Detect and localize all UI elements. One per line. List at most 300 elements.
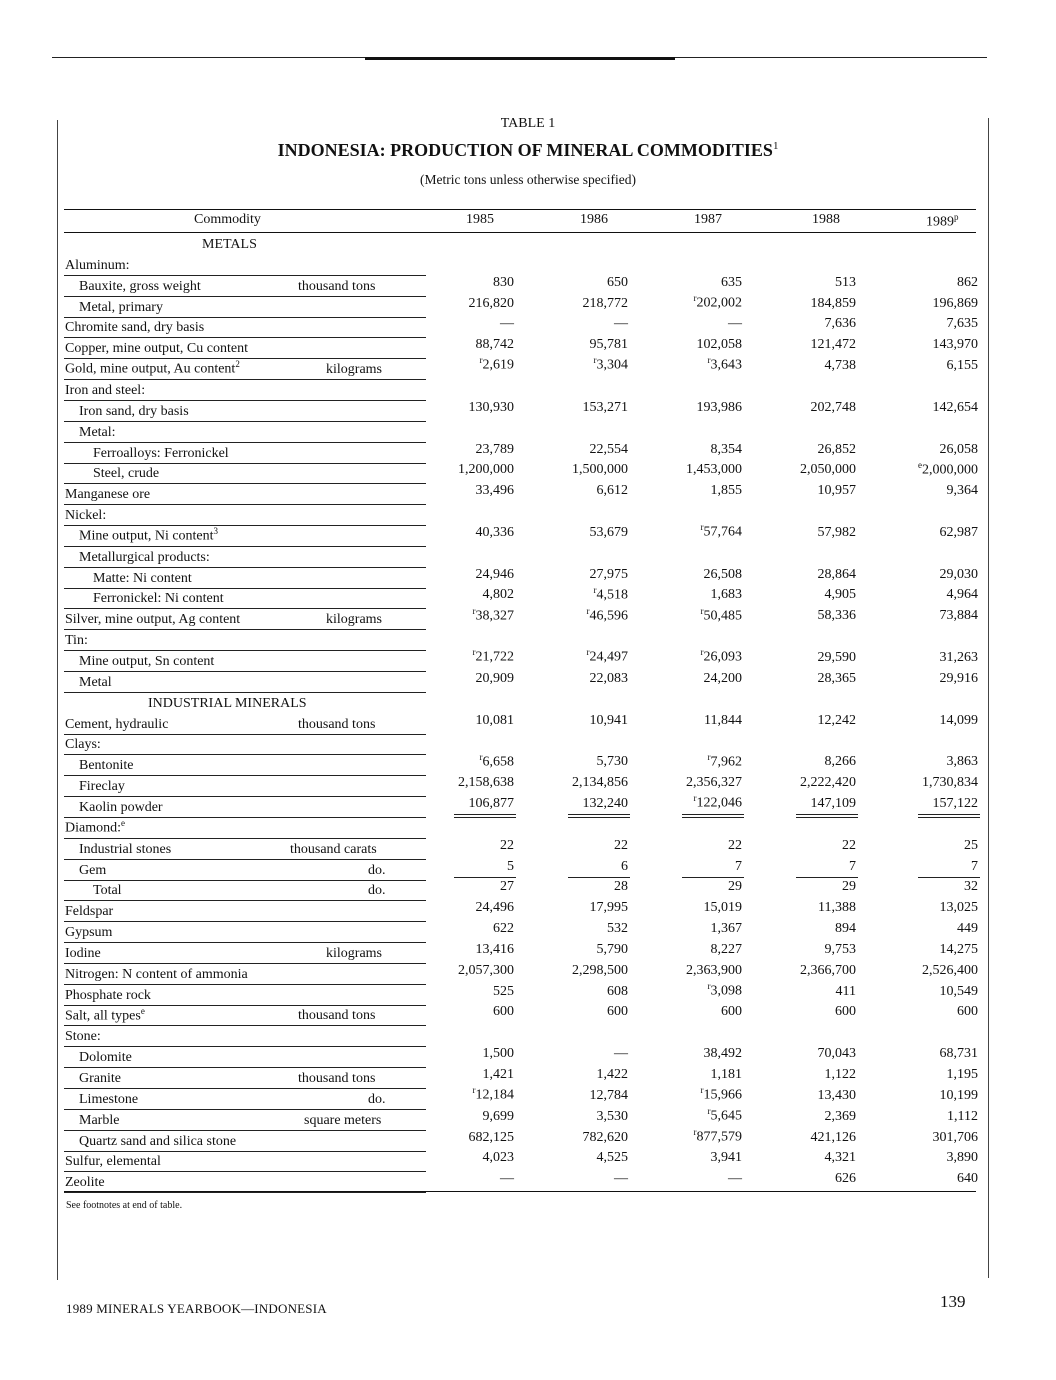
row-rule (64, 1192, 426, 1193)
value-cell-1986: $^r$3,304 (593, 355, 628, 374)
value-cell-1985: 682,125 (468, 1129, 514, 1145)
value-cell-1985: $^r$6,658 (479, 751, 514, 770)
value-cell-1989: 31,263 (939, 650, 978, 665)
header-year-1987: 1987 (694, 212, 722, 227)
table-row (64, 355, 978, 380)
value-cell-1989: 862 (957, 274, 978, 290)
sum-underline (682, 814, 744, 815)
value-cell-1985: 216,820 (468, 295, 514, 311)
value-cell-1988: 202,748 (810, 399, 856, 415)
table-row (64, 276, 976, 297)
table-row (64, 630, 976, 651)
table-row (64, 317, 976, 338)
table-row (64, 647, 978, 672)
value-cell-1985: 622 (493, 921, 514, 937)
value-cell-1988: 184,859 (810, 295, 856, 311)
table-row (64, 401, 976, 422)
commodity-label: Nitrogen: N content of ammonia (65, 966, 248, 982)
value-cell-1985: $^r$21,722 (472, 647, 514, 665)
value-cell-1986: 2,134,856 (572, 775, 628, 791)
unit-label: thousand carats (290, 841, 377, 857)
value-cell-1987: $^r$7,962 (707, 751, 742, 770)
table-row (64, 901, 976, 922)
value-cell-1986: 532 (607, 921, 628, 937)
value-cell-1989: 9,364 (946, 483, 978, 499)
commodity-label: Zeolite (65, 1175, 105, 1191)
value-cell-1986: 28 (614, 879, 628, 895)
value-cell-1985: 4,023 (482, 1150, 514, 1166)
commodity-label: Nickel: (65, 508, 107, 524)
value-cell-1986: 5,790 (596, 941, 628, 957)
commodity-label: Diamond:$^e$ (65, 818, 125, 836)
commodity-label: Copper, mine output, Cu content (65, 341, 248, 357)
unit-label: kilograms (326, 612, 382, 628)
table-row (64, 1005, 976, 1026)
value-cell-1985: 40,336 (475, 524, 514, 540)
commodity-label: Bentonite (79, 758, 134, 774)
commodity-label: Manganese ore (65, 487, 151, 503)
value-cell-1987: 1,453,000 (686, 462, 742, 478)
value-cell-1985: $^r$12,184 (472, 1085, 514, 1103)
commodity-label: Industrial stones (79, 841, 172, 857)
value-cell-1988: 4,321 (824, 1150, 856, 1166)
value-cell-1986: 6,612 (596, 483, 628, 499)
commodity-label: Iron sand, dry basis (79, 403, 189, 419)
value-cell-1989: 1,730,834 (922, 775, 978, 791)
table-row (64, 672, 976, 693)
value-cell-1985: 525 (493, 983, 514, 999)
value-cell-1989: 640 (957, 1171, 978, 1187)
value-cell-1989: 7 (971, 858, 978, 874)
commodity-label: Sulfur, elemental (65, 1154, 161, 1170)
sum-underline (796, 877, 858, 878)
header-commodity: Commodity (194, 212, 261, 227)
commodity-label: Metallurgical products: (79, 549, 210, 565)
value-cell-1987: 22 (728, 837, 742, 853)
value-cell-1986: 5,730 (596, 754, 628, 770)
value-cell-1988: 7 (849, 858, 856, 874)
commodity-label: Quartz sand and silica stone (79, 1133, 237, 1149)
unit-label: kilograms (326, 362, 382, 378)
commodity-label: Metal, primary (79, 299, 163, 315)
value-cell-1987: 2,356,327 (686, 775, 742, 791)
value-cell-1987: 8,354 (710, 441, 742, 457)
value-cell-1987: $^r$50,485 (700, 605, 742, 624)
value-cell-1987: 600 (721, 1004, 742, 1020)
value-cell-1989: 2,526,400 (922, 962, 978, 978)
value-cell-1988: 513 (835, 274, 856, 290)
value-cell-1986: 218,772 (582, 295, 628, 311)
table-subtitle: (Metric tons unless otherwise specified) (420, 172, 636, 187)
table-row (64, 1026, 976, 1047)
sum-underline (796, 814, 858, 815)
sum-underline (568, 877, 630, 878)
table-row (64, 1085, 978, 1110)
table-row (64, 255, 976, 276)
commodity-label: Dolomite (79, 1050, 132, 1066)
value-cell-1988: 4,738 (824, 358, 856, 374)
value-cell-1988: 2,366,700 (800, 962, 856, 978)
commodity-label: Salt, all types$^e$ (65, 1005, 145, 1024)
value-cell-1988: 626 (835, 1171, 856, 1187)
value-cell-1985: 88,742 (475, 337, 514, 353)
value-cell-1989: 29,030 (939, 566, 978, 582)
value-cell-1988: 7,636 (824, 316, 856, 332)
value-cell-1987: 8,227 (710, 941, 742, 957)
value-cell-1985: 33,496 (475, 483, 514, 499)
value-cell-1988: 12,242 (817, 712, 856, 728)
value-cell-1988: 29 (842, 879, 856, 895)
value-cell-1988: 58,336 (817, 608, 856, 624)
value-cell-1987: 193,986 (696, 399, 742, 415)
value-cell-1985: 1,500 (482, 1046, 514, 1062)
sum-underline (454, 877, 516, 878)
value-cell-1985: 5 (507, 858, 514, 874)
commodity-label: Iodine (65, 945, 101, 961)
header-year-1989: 1989$^p$ (926, 212, 959, 230)
header-bottom-rule (64, 232, 976, 233)
table-row (64, 568, 976, 589)
section-heading (64, 234, 976, 255)
value-cell-1989: 62,987 (939, 524, 978, 540)
commodity-label: Silver, mine output, Ag content (65, 612, 241, 628)
value-cell-1989: 301,706 (932, 1129, 978, 1145)
value-cell-1985: 2,158,638 (458, 775, 514, 791)
value-cell-1985: 22 (500, 837, 514, 853)
commodity-label: Cement, hydraulic (65, 716, 169, 732)
value-cell-1987: — (728, 1171, 742, 1187)
running-footer: 1989 MINERALS YEARBOOK—INDONESIA (66, 1301, 327, 1316)
table-row (64, 922, 976, 943)
value-cell-1988: 29,590 (817, 650, 856, 665)
value-cell-1988: 2,222,420 (800, 775, 856, 791)
table-title: INDONESIA: PRODUCTION OF MINERAL COMMODITIES$^1$ (277, 140, 779, 160)
value-cell-1987: 24,200 (703, 670, 742, 686)
value-cell-1987: $^r$5,645 (707, 1106, 742, 1124)
value-cell-1987: $^r$3,098 (707, 980, 742, 999)
value-cell-1988: 121,472 (810, 337, 856, 353)
commodity-label: Kaolin powder (79, 799, 163, 815)
value-cell-1989: 449 (957, 921, 978, 937)
value-cell-1989: 196,869 (932, 295, 978, 311)
table-row (64, 793, 978, 818)
value-cell-1987: 38,492 (703, 1046, 742, 1062)
value-cell-1988: 26,852 (817, 441, 856, 457)
commodity-label: Marble (79, 1112, 120, 1128)
value-cell-1985: — (500, 1171, 514, 1187)
table-row (64, 1151, 976, 1172)
value-cell-1987: $^r$26,093 (700, 647, 742, 665)
value-cell-1986: — (614, 1046, 628, 1062)
value-cell-1988: 22 (842, 837, 856, 853)
unit-label: thousand tons (298, 1008, 376, 1024)
value-cell-1988: 9,753 (824, 941, 856, 957)
section-heading (64, 693, 976, 714)
value-cell-1985: 23,789 (475, 441, 514, 457)
commodity-label: Fireclay (79, 779, 125, 795)
unit-label: do. (368, 862, 386, 878)
table-row (64, 943, 976, 964)
value-cell-1987: 7 (735, 858, 742, 874)
value-cell-1986: 53,679 (589, 524, 628, 540)
value-cell-1987: 26,508 (703, 566, 742, 582)
value-cell-1986: 22 (614, 837, 628, 853)
unit-label: kilograms (326, 945, 382, 961)
value-cell-1988: 13,430 (817, 1087, 856, 1103)
sum-underline (682, 877, 744, 878)
table-row (64, 751, 978, 776)
value-cell-1985: 4,802 (482, 587, 514, 603)
table-row (64, 1047, 976, 1068)
value-cell-1989: 32 (964, 879, 978, 895)
value-cell-1986: 17,995 (589, 900, 628, 916)
value-cell-1989: 4,964 (946, 587, 978, 603)
commodity-label: Steel, crude (93, 466, 160, 482)
value-cell-1986: 132,240 (582, 795, 628, 811)
value-cell-1987: 102,058 (696, 337, 742, 353)
table-row (64, 964, 976, 985)
commodity-label: Gypsum (65, 925, 113, 941)
value-cell-1989: 26,058 (939, 441, 978, 457)
value-cell-1985: 2,057,300 (458, 962, 514, 978)
table-row (64, 459, 978, 484)
table-row (64, 1106, 978, 1131)
value-cell-1988: 894 (835, 921, 856, 937)
value-cell-1985: $^r$2,619 (479, 355, 514, 374)
value-cell-1986: $^r$4,518 (593, 584, 628, 603)
table-row (64, 734, 976, 755)
commodity-label: Phosphate rock (65, 987, 151, 1003)
value-cell-1989: 10,549 (939, 983, 978, 999)
value-cell-1988: 70,043 (817, 1046, 856, 1062)
table-row (64, 505, 976, 526)
value-cell-1988: 57,982 (817, 524, 856, 540)
table-row (64, 292, 978, 318)
value-cell-1989: 142,654 (932, 399, 978, 415)
value-cell-1986: 4,525 (596, 1150, 628, 1166)
commodity-label: Stone: (65, 1029, 101, 1045)
sum-underline (454, 814, 516, 815)
value-cell-1989: 3,890 (946, 1150, 978, 1166)
value-cell-1985: 27 (500, 879, 514, 895)
section-label: INDUSTRIAL MINERALS (148, 695, 307, 711)
value-cell-1989: 3,863 (946, 754, 978, 770)
value-cell-1989: 14,275 (939, 941, 978, 957)
commodity-label: Gem (79, 862, 107, 878)
value-cell-1987: 15,019 (703, 900, 742, 916)
value-cell-1986: 153,271 (582, 399, 628, 415)
table-row (64, 422, 976, 443)
header-year-1988: 1988 (812, 212, 840, 227)
value-cell-1987: 2,363,900 (686, 962, 742, 978)
value-cell-1989: 157,122 (932, 795, 978, 811)
table-row (64, 839, 976, 860)
commodity-label: Granite (79, 1071, 121, 1086)
value-cell-1987: 1,683 (710, 587, 742, 603)
table-row (64, 605, 978, 630)
value-cell-1986: 608 (607, 983, 628, 999)
table-row (64, 547, 976, 568)
value-cell-1985: 130,930 (468, 399, 514, 415)
value-cell-1985: 600 (493, 1004, 514, 1020)
value-cell-1988: 421,126 (810, 1129, 856, 1145)
value-cell-1988: 1,122 (824, 1067, 856, 1082)
value-cell-1988: 28,365 (817, 670, 856, 686)
value-cell-1989: 7,635 (946, 316, 978, 332)
value-cell-1989: 25 (964, 837, 978, 853)
value-cell-1988: 2,369 (824, 1108, 856, 1124)
value-cell-1989: 68,731 (939, 1046, 978, 1062)
value-cell-1987: 3,941 (710, 1150, 742, 1166)
value-cell-1989: 1,195 (946, 1067, 978, 1082)
value-cell-1985: 9,699 (482, 1108, 514, 1124)
header-year-1986: 1986 (580, 212, 608, 227)
table-row (64, 380, 976, 401)
value-cell-1986: 782,620 (582, 1129, 628, 1145)
value-cell-1987: $^r$3,643 (707, 355, 742, 374)
table-row (64, 522, 978, 547)
table-row (64, 714, 976, 735)
value-cell-1987: 1,367 (710, 921, 742, 937)
value-cell-1989: 143,970 (932, 337, 978, 353)
page-number: 139 (940, 1292, 966, 1311)
section-label: METALS (202, 237, 257, 252)
value-cell-1989: 29,916 (939, 670, 978, 686)
commodity-label: Chromite sand, dry basis (65, 320, 205, 336)
value-cell-1986: 12,784 (589, 1087, 628, 1103)
value-cell-1986: 650 (607, 274, 628, 290)
value-cell-1985: 24,946 (475, 566, 514, 582)
unit-label: thousand tons (298, 278, 376, 294)
left-margin-line (57, 120, 58, 1280)
unit-label: do. (368, 1091, 386, 1107)
value-cell-1988: 147,109 (810, 795, 856, 811)
value-cell-1985: 1,200,000 (458, 462, 514, 478)
commodity-label: Total (93, 883, 122, 899)
value-cell-1988: 2,050,000 (800, 462, 856, 478)
table-row (64, 880, 976, 901)
table-row (64, 980, 978, 1006)
table-row (64, 860, 976, 881)
commodity-label: Mine output, Sn content (79, 654, 215, 669)
table-row (64, 776, 976, 797)
value-cell-1987: $^r$122,046 (693, 793, 742, 811)
value-cell-1986: — (614, 1171, 628, 1187)
sum-underline (918, 877, 980, 878)
value-cell-1985: — (500, 316, 514, 332)
value-cell-1986: 22,554 (589, 441, 628, 457)
commodity-label: Tin: (65, 633, 88, 649)
value-cell-1988: 4,905 (824, 587, 856, 603)
value-cell-1986: 1,422 (596, 1067, 628, 1082)
right-margin-line (988, 118, 989, 1278)
value-cell-1987: $^r$15,966 (700, 1085, 742, 1103)
value-cell-1988: 10,957 (817, 483, 856, 499)
value-cell-1989: 14,099 (939, 712, 978, 728)
table-row (64, 1126, 978, 1152)
value-cell-1985: 10,081 (475, 712, 514, 728)
commodity-label: Matte: Ni content (93, 570, 192, 586)
value-cell-1989: $^e$2,000,000 (918, 459, 978, 478)
commodity-label: Mine output, Ni content$^3$ (79, 526, 219, 544)
unit-label: square meters (304, 1112, 382, 1128)
value-cell-1988: 11,388 (818, 900, 856, 916)
value-cell-1986: 22,083 (589, 670, 628, 686)
value-cell-1988: 8,266 (824, 754, 856, 770)
value-cell-1989: 600 (957, 1004, 978, 1020)
commodity-label: Bauxite, gross weight (79, 278, 201, 294)
value-cell-1987: $^r$202,002 (693, 292, 742, 311)
value-cell-1986: 2,298,500 (572, 962, 628, 978)
commodity-label: Aluminum: (65, 257, 130, 273)
value-cell-1985: 13,416 (475, 941, 514, 957)
value-cell-1987: 29 (728, 879, 742, 895)
footnote-reference: See footnotes at end of table. (66, 1200, 183, 1211)
value-cell-1989: 1,112 (947, 1108, 978, 1124)
unit-label: thousand tons (298, 1071, 376, 1086)
value-cell-1986: 27,975 (589, 566, 628, 582)
commodity-label: Gold, mine output, Au content$^2$ (65, 359, 240, 378)
unit-label: thousand tons (298, 716, 376, 732)
value-cell-1986: $^r$46,596 (586, 605, 628, 624)
commodity-label: Clays: (65, 737, 101, 753)
header-top-rule (64, 209, 976, 210)
value-cell-1988: 28,864 (817, 566, 856, 582)
value-cell-1987: $^r$877,579 (693, 1126, 742, 1145)
value-cell-1985: $^r$38,327 (472, 605, 514, 624)
commodity-label: Metal: (79, 424, 116, 440)
value-cell-1987: 1,855 (710, 483, 742, 499)
commodity-label: Feldspar (65, 904, 114, 920)
commodity-label: Limestone (79, 1091, 139, 1107)
table-label: TABLE 1 (500, 116, 556, 131)
value-cell-1986: 1,500,000 (572, 462, 628, 478)
value-cell-1986: $^r$24,497 (586, 647, 628, 665)
value-cell-1987: 635 (721, 274, 742, 290)
value-cell-1988: 411 (835, 983, 856, 999)
value-cell-1989: 73,884 (939, 608, 978, 624)
top-rule-bar (365, 57, 675, 60)
table-row (64, 818, 976, 839)
value-cell-1985: 24,496 (475, 900, 514, 916)
value-cell-1989: 13,025 (939, 900, 978, 916)
value-cell-1987: 1,181 (710, 1067, 742, 1082)
value-cell-1986: 600 (607, 1004, 628, 1020)
table-row (64, 484, 976, 505)
commodity-label: Iron and steel: (65, 382, 146, 398)
table-bottom-rule (64, 1191, 976, 1192)
sum-underline (568, 814, 630, 815)
value-cell-1987: 11,844 (704, 712, 742, 728)
value-cell-1985: 1,421 (482, 1067, 514, 1082)
value-cell-1989: 6,155 (946, 358, 978, 374)
value-cell-1985: 106,877 (468, 795, 514, 811)
value-cell-1989: 10,199 (939, 1087, 978, 1103)
value-cell-1985: 830 (493, 274, 514, 290)
table-row (64, 338, 976, 359)
value-cell-1986: 3,530 (596, 1108, 628, 1124)
value-cell-1986: 6 (621, 858, 628, 874)
header-year-1985: 1985 (466, 212, 494, 227)
unit-label: do. (368, 883, 386, 899)
value-cell-1987: $^r$57,764 (700, 522, 742, 540)
value-cell-1986: 95,781 (589, 337, 628, 353)
commodity-label: Ferronickel: Ni content (93, 591, 224, 607)
commodity-label: Ferroalloys: Ferronickel (93, 445, 229, 461)
value-cell-1986: — (614, 316, 628, 332)
value-cell-1986: 10,941 (589, 712, 628, 728)
table-row (64, 443, 976, 464)
